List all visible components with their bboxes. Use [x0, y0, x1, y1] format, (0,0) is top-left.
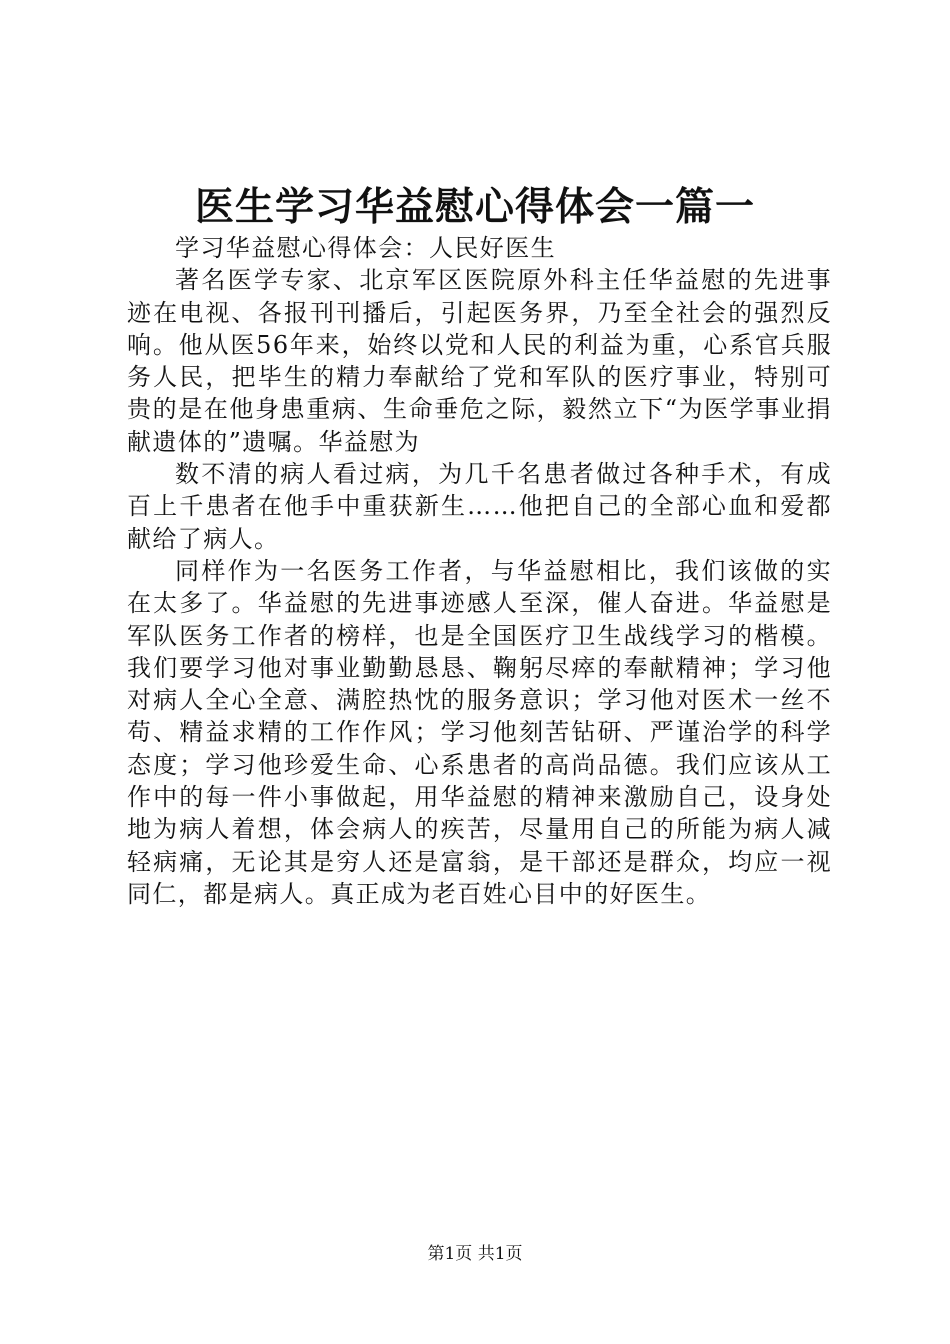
page-number-footer: 第1页 共1页: [427, 1244, 523, 1264]
body-paragraph: 数不清的病人看过病，为几千名患者做过各种手术，有成百上千患者在他手中重获新生……他把自己的全部心血和爱都献给了病人。: [127, 460, 832, 553]
body-paragraph: 同样作为一名医务工作者，与华益慰相比，我们该做的实在太多了。华益慰的先进事迹感人至深，催人奋进。华益慰是军队医务工作者的榜样，也是全国医疗卫生战线学习的楷模。我们要学习他对事业勤勤恳恳、鞠躬尽瘁的奉献精神；学习他对病人全心全意、满腔热忱的服务意识；学习他对医术一丝不苟、精益求精的工作作风；学习他刻苦钻研、严谨治学的科学态度；学习他珍爱生命、心系患者的高尚品德。我们应该从工作中的每一件小事做起，用华益慰的精神来激励自己，设身处地为病人着想，体会病人的疾苦，尽量用自己的所能为病人减轻病痛，无论其是穷人还是富翁，是干部还是群众，均应一视同仁，都是病人。真正成为老百姓心目中的好医生。: [127, 556, 832, 908]
document-title: 医生学习华益慰心得体会一篇一: [194, 184, 755, 230]
subtitle-paragraph: 学习华益慰心得体会：人民好医生: [175, 234, 556, 262]
document-body: [127, 232, 832, 910]
body-paragraph: 著名医学专家、北京军区医院原外科主任华益慰的先进事迹在电视、各报刊刊播后，引起医务界，乃至全社会的强烈反响。他从医56年来，始终以党和人民的利益为重，心系官兵服务人民，把毕生的精力奉献给了党和军队的医疗事业，特别可贵的是在他身患重病、生命垂危之际，毅然立下“为医学事业捐献遗体的”遗嘱。华益慰为: [127, 266, 832, 456]
